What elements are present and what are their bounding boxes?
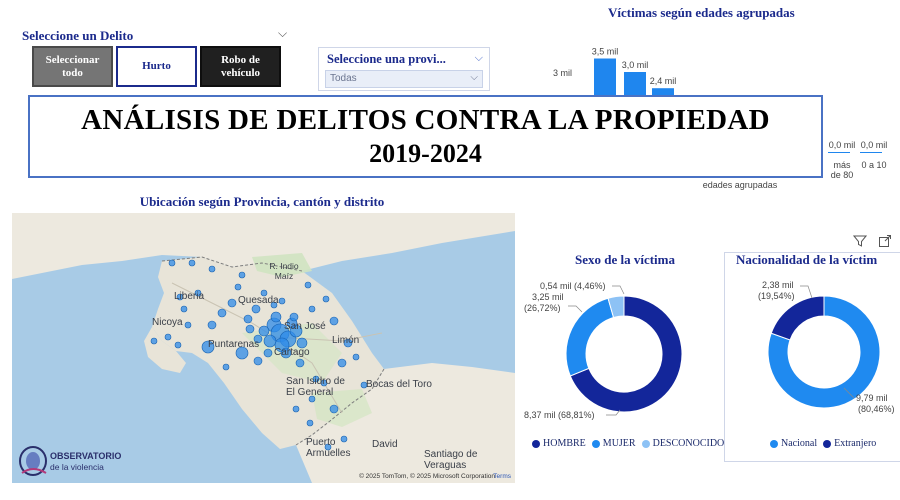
map-bubble[interactable] xyxy=(259,326,269,336)
chevron-down-icon[interactable]: ⌵ xyxy=(474,52,483,64)
logo-text-main: OBSERVATORIO xyxy=(50,451,122,461)
map-bubble[interactable] xyxy=(290,313,298,321)
y-tick-label: 3 mil xyxy=(552,68,572,78)
x-tick-label: más de 80 xyxy=(830,160,854,180)
hurto-button[interactable]: Hurto xyxy=(116,46,197,87)
map-label-liberia: Liberia xyxy=(174,291,205,302)
provincia-slicer-title: Seleccione una provi... xyxy=(327,52,446,66)
map-title: Ubicación según Provincia, cantón y distrito xyxy=(139,194,385,209)
map-bubble[interactable] xyxy=(228,299,236,307)
title-banner xyxy=(28,95,823,178)
map-bubble[interactable] xyxy=(244,315,252,323)
sexo-donut-chart xyxy=(520,270,720,430)
map-bubble[interactable] xyxy=(223,364,229,370)
delito-slicer-title: Seleccione un Delito xyxy=(22,28,134,43)
bar-data-label: 0,0 mil xyxy=(860,140,888,150)
provincia-dropdown[interactable] xyxy=(325,70,483,88)
map-terms-link[interactable]: Terms xyxy=(493,473,511,480)
map-label-r-indio-maiz: R. Indio Maíz xyxy=(269,261,299,281)
observatorio-logo xyxy=(18,440,128,480)
map-bubble[interactable] xyxy=(254,357,262,365)
legend-label: Extranjero xyxy=(834,438,877,449)
bar-data-label: 2,4 mil xyxy=(649,76,677,87)
nacionalidad-donut-chart xyxy=(728,270,900,430)
map-bubble[interactable] xyxy=(235,284,241,290)
legend-dot xyxy=(642,440,650,448)
logo-text-sub: de la violencia xyxy=(50,462,104,472)
legend-label: Nacional xyxy=(781,438,818,449)
page-subtitle-years: 2019-2024 xyxy=(369,139,482,168)
map-bubble[interactable] xyxy=(181,306,187,312)
slice-label-extranjero: 2,38 mil (19,54%) xyxy=(758,280,795,301)
legend-item-hombre[interactable] xyxy=(532,438,586,449)
map-bubble[interactable] xyxy=(293,406,299,412)
edades-chart-title: Víctimas según edades agrupadas xyxy=(608,5,795,20)
map-bubble[interactable] xyxy=(239,272,245,278)
x-tick-label: 0 a 10 xyxy=(861,160,887,170)
map-label-puntarenas: Puntarenas xyxy=(208,339,260,350)
provincia-slicer xyxy=(318,47,490,91)
map-bubble[interactable] xyxy=(296,359,304,367)
slice-label-mujer: 3,25 mil (26,72%) xyxy=(524,292,564,313)
leader-line xyxy=(800,286,812,298)
bar-data-label: 0,0 mil xyxy=(828,140,856,150)
map-label-bocas-del-toro: Bocas del Toro xyxy=(366,379,432,390)
map-bubble[interactable] xyxy=(330,405,338,413)
legend-dot xyxy=(823,440,831,448)
map-label-cartago: Cartago xyxy=(274,347,310,358)
map-label-david: David xyxy=(372,439,398,450)
map-bubble[interactable] xyxy=(169,260,175,266)
slice-label-hombre: 8,37 mil (68,81%) xyxy=(524,410,595,420)
bar-data-label: 3,5 mil xyxy=(591,46,619,57)
nacionalidad-chart-title: Nacionalidad de la víctim xyxy=(736,252,878,267)
legend-dot xyxy=(770,440,778,448)
observatorio-logo-icon xyxy=(18,443,50,479)
sexo-legend xyxy=(532,438,730,449)
map-label-san-isidro: San Isidro de El General xyxy=(286,376,345,398)
map-label-quesada: Quesada xyxy=(238,295,279,306)
map-bubble[interactable] xyxy=(185,322,191,328)
map-bubble[interactable] xyxy=(208,321,216,329)
map-bubble[interactable] xyxy=(189,260,195,266)
chevron-down-icon: ⌵ xyxy=(470,72,478,83)
map-bubble[interactable] xyxy=(218,309,226,317)
legend-dot xyxy=(592,440,600,448)
map-label-san-jose: San José xyxy=(284,321,326,332)
chevron-down-icon[interactable]: ⌵ xyxy=(278,26,288,40)
map-bubble[interactable] xyxy=(264,349,272,357)
legend-label: MUJER xyxy=(602,438,636,449)
legend-label: DESCONOCIDO xyxy=(652,438,725,449)
legend-item-extranjero[interactable] xyxy=(823,438,876,449)
donut-slice-extranjero[interactable] xyxy=(771,296,824,340)
map-bubble[interactable] xyxy=(252,305,260,313)
donut-slice-mujer[interactable] xyxy=(566,298,614,376)
robo-vehiculo-button[interactable]: Robo de vehículo xyxy=(200,46,281,87)
slice-label-nacional: 9,79 mil (80,46%) xyxy=(856,393,895,414)
legend-label: HOMBRE xyxy=(543,438,586,449)
map-bubble[interactable] xyxy=(165,334,171,340)
map-copyright: © 2025 TomTom, © 2025 Microsoft Corporation xyxy=(359,473,495,480)
map-bubble[interactable] xyxy=(330,317,338,325)
leader-line xyxy=(568,306,582,312)
select-all-button[interactable]: Seleccionar todo xyxy=(32,46,113,87)
map-label-nicoya: Nicoya xyxy=(152,317,183,328)
nacionalidad-legend xyxy=(770,438,882,449)
page-title: ANÁLISIS DE DELITOS CONTRA LA PROPIEDAD xyxy=(81,104,770,136)
map-bubble[interactable] xyxy=(279,298,285,304)
map-bubble[interactable] xyxy=(323,296,329,302)
map-bubble[interactable] xyxy=(246,325,254,333)
map-bubble[interactable] xyxy=(309,306,315,312)
provincia-selected-value: Todas xyxy=(330,73,357,84)
slice-label-desconocido: 0,54 mil (4,46%) xyxy=(540,281,606,291)
age-bar[interactable] xyxy=(860,152,882,153)
leader-line xyxy=(612,286,624,294)
focus-mode-icon[interactable] xyxy=(878,234,892,248)
legend-item-nacional[interactable] xyxy=(770,438,817,449)
legend-dot xyxy=(532,440,540,448)
map-bubble[interactable] xyxy=(338,359,346,367)
map-label-santiago: Santiago de Veraguas xyxy=(424,449,478,471)
legend-item-desconocido[interactable] xyxy=(642,438,725,449)
filter-icon[interactable] xyxy=(853,234,867,248)
map-bubble[interactable] xyxy=(264,335,276,347)
map-bubble[interactable] xyxy=(209,266,215,272)
map-bubble[interactable] xyxy=(353,354,359,360)
sexo-chart-title: Sexo de la víctima xyxy=(574,252,675,267)
legend-item-mujer[interactable] xyxy=(592,438,636,449)
map-label-limon: Limón xyxy=(332,335,360,346)
bar-data-label: 3,0 mil xyxy=(621,60,649,70)
map-label-puerto-armuelles: Puerto Armuelles xyxy=(306,437,351,459)
map-bubble[interactable] xyxy=(307,420,313,426)
map-bubble[interactable] xyxy=(271,312,281,322)
x-axis-title: edades agrupadas xyxy=(702,180,778,190)
map-bubble[interactable] xyxy=(175,342,181,348)
map-bubble[interactable] xyxy=(305,282,311,288)
map-bubble[interactable] xyxy=(151,338,157,344)
age-bar[interactable] xyxy=(828,152,850,153)
